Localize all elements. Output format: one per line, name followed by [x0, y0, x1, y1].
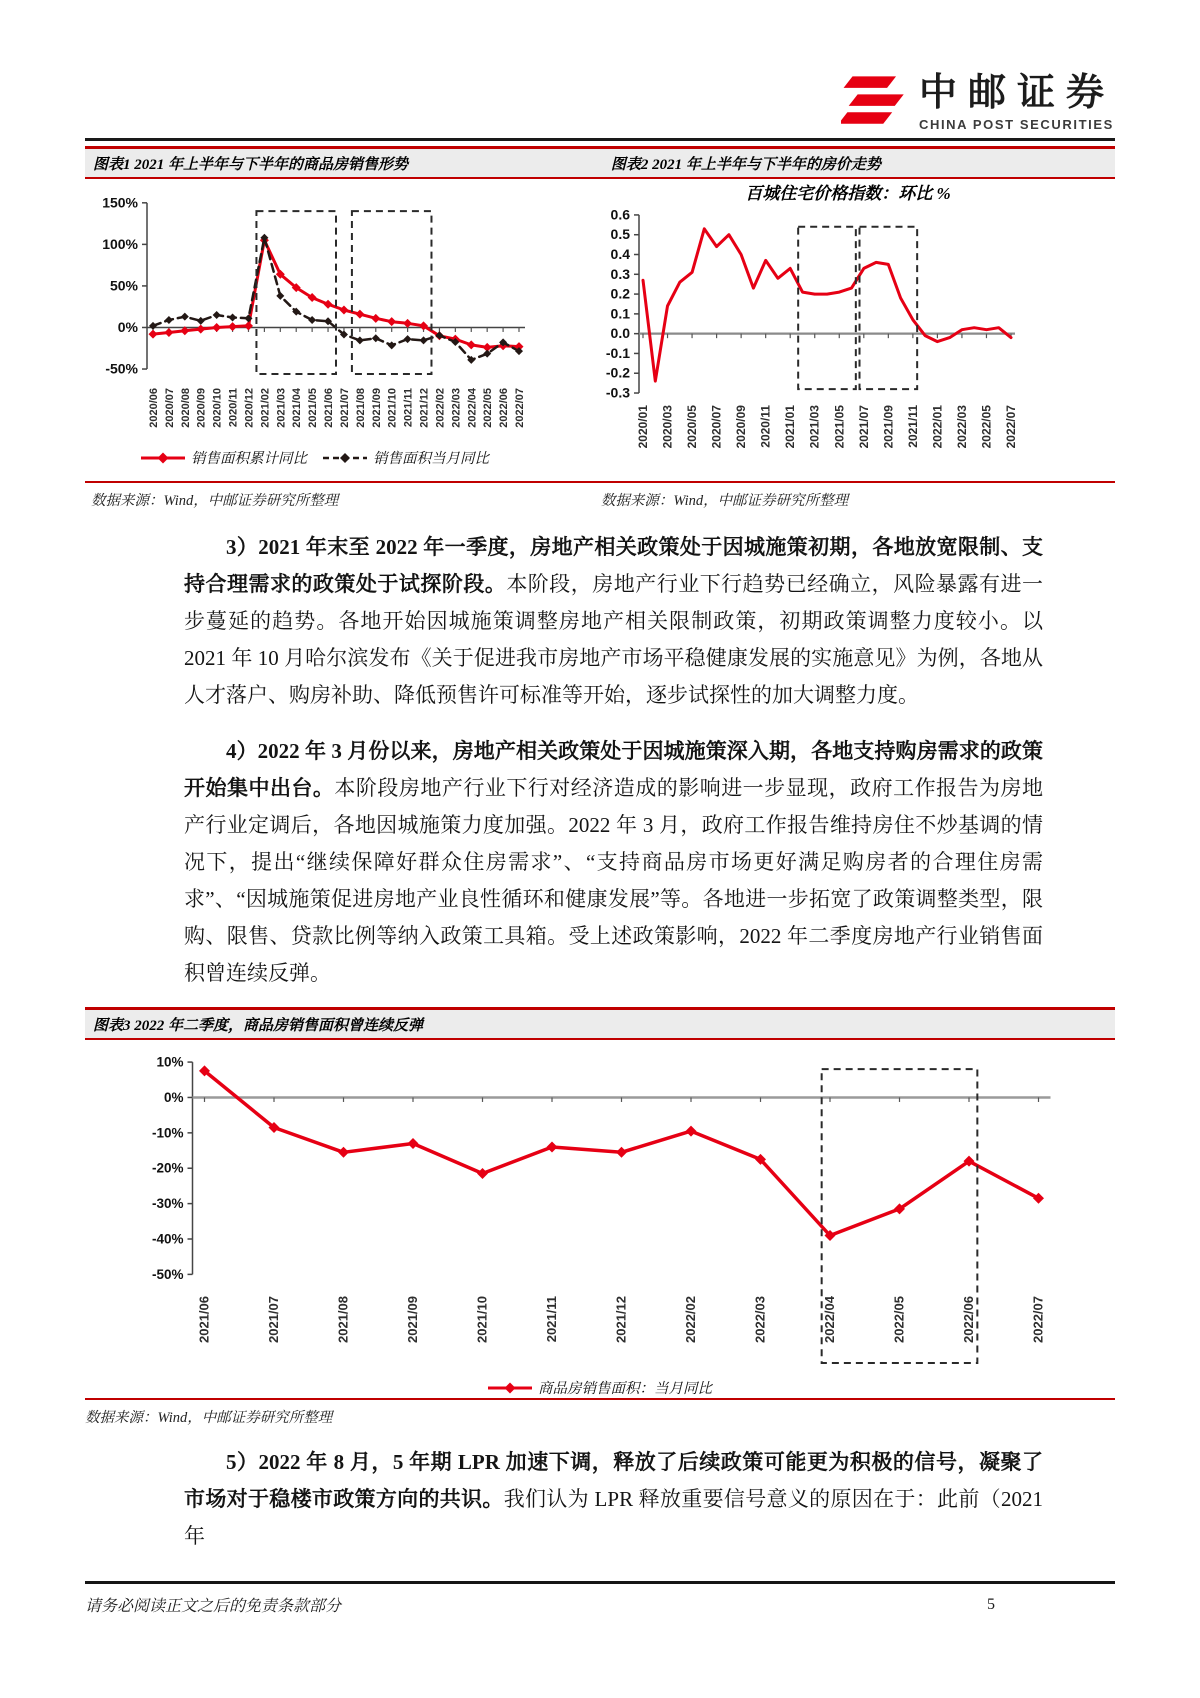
svg-text:0.0: 0.0 — [610, 325, 630, 342]
svg-text:2022/02: 2022/02 — [434, 388, 447, 428]
figure-3-chart-area — [85, 1040, 1115, 1398]
svg-text:2021/07: 2021/07 — [266, 1296, 281, 1343]
paragraph-3-lead: 3）2021 年末至 2022 年一季度，房地产相关政策处于因城施策初期，各地放宽限制、支持合理需求的政策处于试探阶段。 — [184, 535, 1043, 596]
svg-text:2021/11: 2021/11 — [544, 1296, 559, 1343]
svg-text:2021/05: 2021/05 — [832, 405, 847, 449]
svg-text:2021/09: 2021/09 — [405, 1296, 420, 1343]
svg-text:2020/10: 2020/10 — [211, 388, 224, 428]
svg-text:2020/09: 2020/09 — [195, 388, 208, 428]
legend-label-cumulative: 销售面积累计同比 — [191, 451, 307, 467]
legend-item-monthly — [323, 447, 489, 468]
figure-2-chart-area — [553, 183, 1038, 469]
figure-2-source: 数据来源：Wind，中邮证券研究所整理 — [600, 493, 849, 509]
figure-3-title-bar — [85, 1007, 1115, 1040]
figure-3-title: 图表3 2022 年二季度，商品房销售面积曾连续反弹 — [93, 1017, 424, 1034]
paragraph-3-text: 本阶段，房地产行业下行趋势已经确立，风险暴露有进一步蔓延的趋势。各地开始因城施策调整房地产相关限制政策，初期政策调整力度较小。以 2021 年 10 月哈尔滨发布《关于促进我市房地产市场平稳健康发展的实施意见》为例，各地从人才落户、购房补助、降低预售许可标准等开始，逐步试探性的加大调整力度。 — [184, 572, 1044, 707]
svg-text:-0.2: -0.2 — [605, 364, 630, 381]
svg-text:2021/11: 2021/11 — [905, 405, 920, 448]
svg-text:2021/06: 2021/06 — [196, 1296, 212, 1343]
svg-text:2021/08: 2021/08 — [335, 1296, 351, 1343]
svg-text:2022/04: 2022/04 — [466, 388, 479, 428]
paragraph-5-text: 我们认为 LPR 释放重要信号意义的原因在于：此前（2021 年 — [184, 1487, 1043, 1548]
svg-text:2022/03: 2022/03 — [752, 1296, 768, 1343]
svg-text:2020/01: 2020/01 — [636, 405, 650, 449]
svg-text:-20%: -20% — [151, 1160, 184, 1176]
svg-text:2021/03: 2021/03 — [275, 388, 288, 428]
svg-text:2021/05: 2021/05 — [307, 388, 320, 428]
svg-text:百城住宅价格指数：环比 %: 百城住宅价格指数：环比 % — [745, 184, 951, 203]
paragraph-4-text: 本阶段房地产行业下行对经济造成的影响进一步显现，政府工作报告为房地产行业定调后，各地因城施策力度加强。2022 年 3 月，政府工作报告维持房住不炒基调的情况下，提出“继续保障好群众住房需求”、“支持商品房市场更好满足购房者的合理住房需求”、“因城施策促进房地产业良性循环和健康发展”等。各地进一步拓宽了政策调整类型，限购、限售、贷款比例等纳入政策工具箱。受上述政策影响，2022 年二季度房地产行业销售面积曾连续反弹。 — [184, 776, 1044, 985]
svg-text:-50%: -50% — [105, 360, 138, 377]
svg-text:100%: 100% — [102, 235, 138, 252]
svg-text:2022/02: 2022/02 — [683, 1296, 698, 1343]
svg-text:2020/03: 2020/03 — [660, 405, 675, 449]
logo-chinese-name: 中邮证券 — [918, 72, 1115, 115]
figure-1-2-title-bar — [85, 146, 1115, 179]
charts-row — [85, 179, 1115, 481]
footer-row — [85, 1584, 1115, 1616]
svg-text:2020/11: 2020/11 — [758, 405, 773, 448]
legend-item-cumulative — [141, 447, 307, 468]
svg-text:2021/06: 2021/06 — [323, 388, 336, 428]
svg-text:50%: 50% — [109, 277, 138, 294]
svg-text:0.1: 0.1 — [610, 305, 630, 322]
source-row — [85, 483, 1115, 512]
figure-3-block — [85, 1007, 1115, 1429]
svg-text:150%: 150% — [102, 194, 138, 211]
figure-1-legend — [85, 447, 545, 468]
figure-1-chart-area — [85, 183, 545, 468]
svg-text:2021/09: 2021/09 — [881, 405, 896, 449]
legend-item-sales-area — [488, 1377, 712, 1398]
figure-1-title: 图表1 2021 年上半年与下半年的商品房销售形势 — [93, 156, 409, 173]
figure-1-source: 数据来源：Wind，中邮证券研究所整理 — [91, 493, 339, 509]
svg-text:2021/07: 2021/07 — [856, 405, 871, 449]
figure-2-chart — [553, 183, 1035, 469]
svg-text:2020/08: 2020/08 — [179, 388, 192, 428]
svg-text:2020/12: 2020/12 — [243, 388, 256, 428]
footer-disclaimer: 请务必阅读正文之后的免责条款部分 — [85, 1598, 342, 1615]
svg-text:2022/06: 2022/06 — [498, 388, 511, 428]
svg-text:2022/03: 2022/03 — [450, 388, 463, 428]
figure-3-source: 数据来源：Wind，中邮证券研究所整理 — [85, 1410, 333, 1426]
svg-text:2022/03: 2022/03 — [954, 405, 969, 449]
svg-text:2021/10: 2021/10 — [386, 388, 399, 428]
svg-text:2022/04: 2022/04 — [822, 1296, 837, 1343]
figure-2-title: 图表2 2021 年上半年与下半年的房价走势 — [610, 156, 881, 173]
paragraph-3 — [184, 529, 1043, 714]
svg-text:2021/01: 2021/01 — [783, 405, 798, 449]
svg-text:-10%: -10% — [151, 1125, 184, 1141]
svg-text:0.3: 0.3 — [610, 265, 630, 282]
svg-text:0.2: 0.2 — [610, 285, 630, 302]
page-number: 5 — [987, 1595, 995, 1613]
svg-text:2022/06: 2022/06 — [961, 1296, 976, 1343]
svg-text:2022/07: 2022/07 — [514, 388, 526, 428]
svg-text:2022/05: 2022/05 — [979, 405, 994, 449]
company-logo — [841, 72, 1115, 132]
legend-label-monthly: 销售面积当月同比 — [373, 451, 489, 467]
svg-text:-0.1: -0.1 — [605, 344, 630, 361]
svg-text:2021/12: 2021/12 — [613, 1296, 629, 1343]
svg-text:2022/07: 2022/07 — [1004, 405, 1018, 449]
figure-1-2-block — [85, 146, 1115, 512]
china-post-logo-icon — [841, 72, 905, 132]
svg-text:-30%: -30% — [151, 1196, 184, 1212]
svg-text:10%: 10% — [156, 1054, 184, 1070]
figure-3-legend — [85, 1377, 1115, 1398]
svg-text:2021/02: 2021/02 — [259, 388, 272, 428]
svg-text:2020/11: 2020/11 — [227, 388, 240, 428]
paragraph-4-lead: 4）2022 年 3 月份以来，房地产相关政策处于因城施策深入期，各地支持购房需求的政策开始集中出台。 — [184, 739, 1043, 800]
svg-text:0.4: 0.4 — [610, 246, 630, 263]
svg-text:2020/09: 2020/09 — [734, 405, 749, 449]
logo-text — [919, 74, 1115, 132]
legend-label-sales-area: 商品房销售面积：当月同比 — [538, 1381, 712, 1397]
svg-text:0%: 0% — [163, 1089, 184, 1105]
svg-text:-40%: -40% — [151, 1231, 184, 1247]
red-solid-line-diamond-icon — [488, 1382, 532, 1394]
svg-text:2022/05: 2022/05 — [891, 1296, 907, 1343]
svg-text:2022/07: 2022/07 — [1030, 1296, 1046, 1343]
paragraph-4 — [184, 733, 1043, 992]
svg-text:-0.3: -0.3 — [605, 384, 630, 401]
svg-text:2020/06: 2020/06 — [148, 388, 160, 428]
figure-1-chart — [85, 183, 537, 445]
paragraph-5-lead: 5）2022 年 8 月，5 年期 LPR 加速下调，释放了后续政策可能更为积极的信号，凝聚了市场对于稳楼市政策方向的共识。 — [184, 1450, 1043, 1511]
svg-text:0.5: 0.5 — [610, 226, 630, 243]
paragraph-5 — [184, 1444, 1043, 1555]
svg-text:2020/05: 2020/05 — [685, 405, 700, 449]
svg-text:-50%: -50% — [151, 1266, 184, 1282]
page-header — [85, 0, 1115, 141]
svg-text:2022/05: 2022/05 — [482, 388, 495, 428]
svg-text:2021/09: 2021/09 — [370, 388, 383, 428]
svg-text:2020/07: 2020/07 — [163, 388, 176, 428]
logo-english-name: CHINA POST SECURITIES — [918, 117, 1114, 132]
svg-text:2020/07: 2020/07 — [709, 405, 724, 449]
svg-text:2021/12: 2021/12 — [418, 388, 431, 428]
svg-text:2022/01: 2022/01 — [930, 405, 945, 449]
svg-text:2021/07: 2021/07 — [338, 388, 351, 428]
figure-3-source-row — [85, 1400, 1115, 1429]
svg-text:0%: 0% — [117, 318, 138, 335]
svg-text:2021/10: 2021/10 — [474, 1296, 490, 1343]
svg-text:2021/03: 2021/03 — [807, 405, 822, 449]
svg-text:2021/04: 2021/04 — [291, 388, 304, 428]
figure-3-chart — [100, 1045, 1100, 1375]
svg-text:0.6: 0.6 — [610, 206, 630, 223]
svg-text:2021/08: 2021/08 — [354, 388, 367, 428]
black-dashed-line-diamond-icon — [323, 452, 367, 464]
svg-text:2021/11: 2021/11 — [402, 388, 415, 428]
red-solid-line-diamond-icon — [141, 452, 185, 464]
